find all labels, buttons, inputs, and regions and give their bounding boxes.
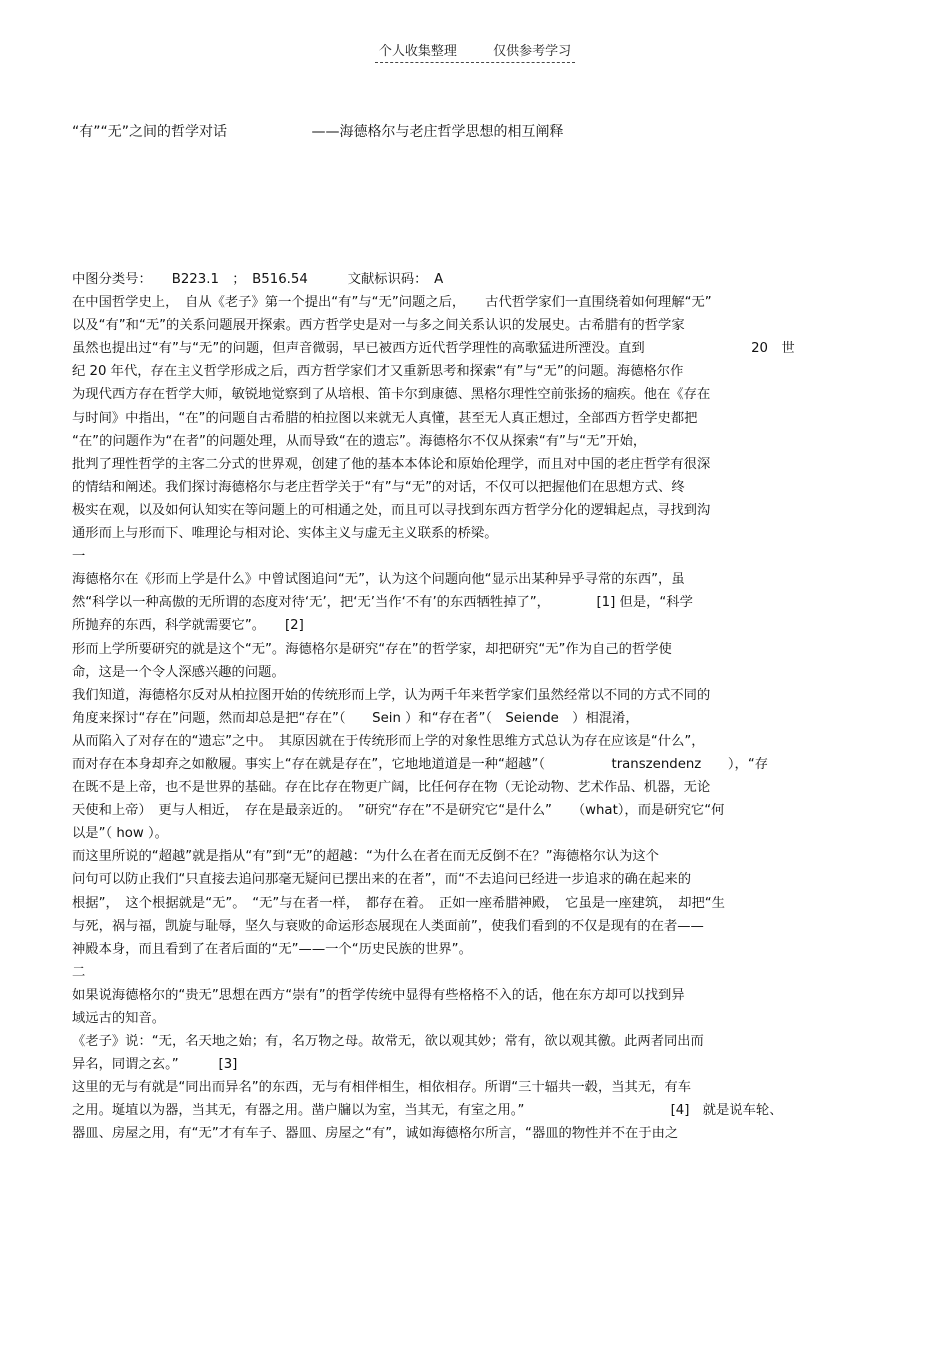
body-line: 通形而上与形而下、唯理论与相对论、实体主义与虚无主义联系的桥梁。 bbox=[72, 526, 498, 542]
body-line: “在”的问题作为“在者”的问题处理，从而导致“在的遗忘”。海德格尔不仅从探索“有”与“无”开始， bbox=[72, 433, 647, 449]
body-line: 而对存在本身却弃之如敝履。事实上“存在就是存在”，它地地道道是一种“超越”（ transzendenz ），“存 bbox=[72, 756, 769, 772]
article-body bbox=[72, 268, 894, 1146]
body-line: 纪 20 年代，存在主义哲学形成之后，西方哲学家们才又重新思考和探索“有”与“无”的问题。海德格尔作 bbox=[72, 364, 684, 380]
body-line: 而这里所说的“超越”就是指从“有”到“无”的超越：“为什么在者在而无反倒不在？”海德格尔认为这个 bbox=[72, 849, 659, 865]
body-line: 然“科学以一种高傲的无所谓的态度对待‘无’，把‘无’当作‘不有’的东西牺牲掉了”， [1] 但是，“科学 bbox=[72, 595, 693, 611]
title-main: “有”“无”之间的哲学对话 bbox=[72, 124, 228, 140]
body-line: 二 bbox=[72, 964, 86, 980]
body-line: 与时间》中指出，“在”的问题自古希腊的柏拉图以来就无人真懂，甚至无人真正想过，全部西方哲学史都把 bbox=[72, 410, 698, 426]
title-subtitle: ——海德格尔与老庄哲学思想的相互阐释 bbox=[311, 124, 564, 140]
body-line: 从而陷入了对存在的“遗忘”之中。 其原因就在于传统形而上学的对象性思维方式总认为存在应该是“什么”， bbox=[72, 733, 705, 749]
body-line: 的情结和阐述。我们探讨海德格尔与老庄哲学关于“有”与“无”的对话，不仅可以把握他们在思想方式、终 bbox=[72, 479, 685, 495]
body-line: 中图分类号： B223.1 ； B516.54 文献标识码： A bbox=[72, 272, 444, 287]
body-line: 根据”， 这个根据就是“无”。 “无”与在者一样， 都存在着。 正如一座希腊神殿， 它虽是一座建筑， 却把“生 bbox=[72, 895, 725, 911]
body-line: 问句可以防止我们“只直接去追问那毫无疑问已摆出来的在者”，而“不去追问已经进一步追求的确在起来的 bbox=[72, 872, 692, 888]
body-line: 在既不是上帝，也不是世界的基础。存在比存在物更广阔，比任何存在物（无论动物、艺术作品、机器，无论 bbox=[72, 780, 711, 796]
header-left-text: 个人收集整理 bbox=[378, 44, 457, 59]
body-line: 《老子》说：“无，名天地之始；有，名万物之母。故常无，欲以观其妙；常有，欲以观其徼。此两者同出而 bbox=[72, 1034, 704, 1050]
body-line: 如果说海德格尔的“贵无”思想在西方“崇有”的哲学传统中显得有些格格不入的话，他在东方却可以找到异 bbox=[72, 987, 685, 1003]
body-line: 极实在观，以及如何认知实在等问题上的可相通之处，而且可以寻找到东西方哲学分化的逻辑起点，寻找到沟 bbox=[72, 502, 711, 518]
page-header bbox=[0, 40, 950, 63]
body-line: 海德格尔在《形而上学是什么》中曾试图追问“无”，认为这个问题向他“显示出某种异乎寻常的东西”，虽 bbox=[72, 572, 685, 588]
body-line: 异名，同谓之玄。” [3] bbox=[72, 1057, 238, 1073]
body-line: 与死，祸与福，凯旋与耻辱，坚久与衰败的命运形态展现在人类面前”，使我们看到的不仅是现有的在者—— bbox=[72, 918, 704, 934]
body-line: 为现代西方存在哲学大师，敏锐地觉察到了从培根、笛卡尔到康德、黑格尔理性空前张扬的痼疾。他在《存在 bbox=[72, 387, 711, 403]
header-right-text: 仅供参考学习 bbox=[493, 44, 572, 59]
body-line: 我们知道，海德格尔反对从柏拉图开始的传统形而上学，认为两千年来哲学家们虽然经常以不同的方式不同的 bbox=[72, 687, 711, 703]
body-line: 虽然也提出过“有”与“无”的问题，但声音微弱，早已被西方近代哲学理性的高歌猛进所湮没。直到 20 世 bbox=[72, 341, 795, 357]
article-title bbox=[72, 121, 892, 141]
body-line: 所抛弃的东西，科学就需要它”。 [2] bbox=[72, 618, 304, 634]
header-watermark bbox=[375, 40, 575, 63]
body-line: 神殿本身，而且看到了在者后面的“无”——一个“历史民族的世界”。 bbox=[72, 941, 472, 957]
body-line: 以是”（ how ）。 bbox=[72, 826, 168, 842]
body-line: 器皿、房屋之用，有“无”才有车子、器皿、房屋之“有”，诚如海德格尔所言，“器皿的物性并不在于由之 bbox=[72, 1126, 679, 1142]
body-line: 命，这是一个令人深感兴趣的问题。 bbox=[72, 664, 285, 680]
body-line: 这里的无与有就是“同出而异名”的东西，无与有相伴相生，相依相存。所谓“三十辐共一毂，当其无，有车 bbox=[72, 1080, 692, 1096]
body-line: 天使和上帝） 更与人相近， 存在是最亲近的。 ”研究“存在”不是研究它“是什么” （what），而是研究它“何 bbox=[72, 803, 725, 819]
body-line: 角度来探讨“存在”问题，然而却总是把“存在”（ Sein ）和“存在者”（ Seiende ）相混淆， bbox=[72, 710, 639, 726]
body-line: 以及“有”和“无”的关系问题展开探索。西方哲学史是对一与多之间关系认识的发展史。古希腊有的哲学家 bbox=[72, 318, 685, 334]
body-line: 批判了理性哲学的主客二分式的世界观，创建了他的基本本体论和原始伦理学，而且对中国的老庄哲学有很深 bbox=[72, 456, 711, 472]
body-line: 一 bbox=[72, 549, 86, 565]
body-line: 形而上学所要研究的就是这个“无”。海德格尔是研究“存在”的哲学家，却把研究“无”作为自己的哲学使 bbox=[72, 641, 672, 657]
body-line: 之用。埏埴以为器，当其无，有器之用。凿户牖以为室，当其无，有室之用。” [4] 就是说车轮、 bbox=[72, 1103, 783, 1119]
body-line: 在中国哲学史上， 自从《老子》第一个提出“有”与“无”问题之后， 古代哲学家们一直围绕着如何理解“无” bbox=[72, 295, 712, 311]
body-line: 域远古的知音。 bbox=[72, 1011, 166, 1026]
